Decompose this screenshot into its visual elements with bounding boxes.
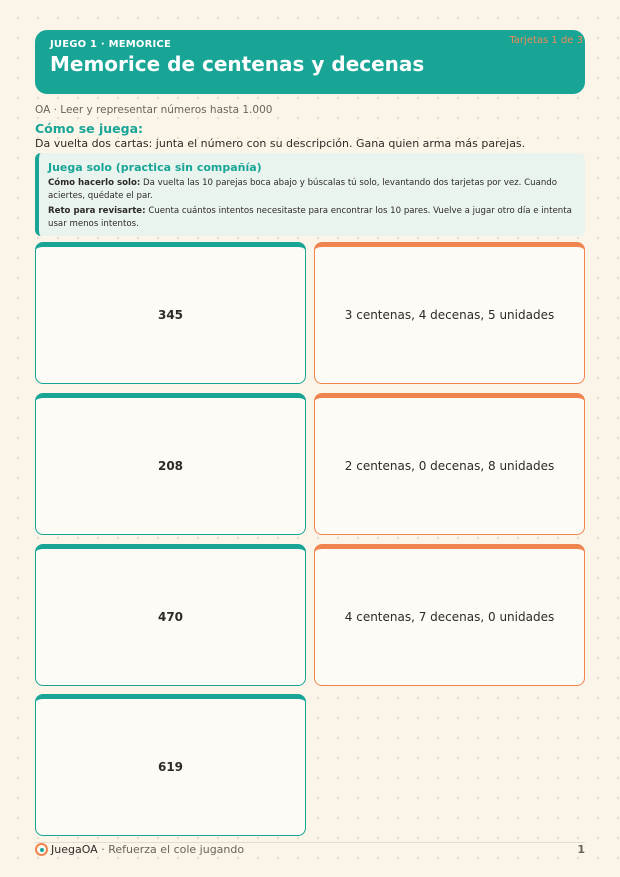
solo-heading: Juega solo (practica sin compañía) bbox=[48, 161, 262, 174]
how-to-play-heading: Cómo se juega: bbox=[35, 121, 144, 136]
footer-brand bbox=[51, 843, 244, 856]
learning-objective: OA · Leer y representar números hasta 1.000 bbox=[35, 104, 273, 116]
description-card-text: 4 centenas, 7 decenas, 0 unidades bbox=[344, 610, 555, 624]
game-kicker: JUEGO 1 · MEMORICE bbox=[50, 39, 172, 50]
brand-tagline: · Refuerza el cole jugando bbox=[97, 843, 245, 856]
number-card-345[interactable] bbox=[35, 242, 306, 384]
solo-challenge-paragraph bbox=[48, 205, 575, 230]
number-card-value: 208 bbox=[157, 459, 184, 473]
description-card-345[interactable] bbox=[314, 242, 585, 384]
how-to-play-text: Da vuelta dos cartas: junta el número con su descripción. Gana quien arma más parejas. bbox=[35, 137, 526, 150]
solo-challenge-label: Reto para revisarte: bbox=[48, 206, 146, 216]
solo-challenge-text: Cuenta cuántos intentos necesitaste para encontrar los 10 pares. Vuelve a jugar otro día e intenta usar menos intentos. bbox=[48, 206, 572, 229]
number-card-value: 345 bbox=[157, 308, 184, 322]
number-card-208[interactable] bbox=[35, 393, 306, 535]
number-card-619[interactable] bbox=[35, 694, 306, 836]
solo-how-text: Da vuelta las 10 parejas boca abajo y búscalas tú solo, levantando dos tarjetas por vez. Cuando aciertes, quédate el par. bbox=[48, 178, 558, 201]
solo-how-paragraph bbox=[48, 177, 575, 202]
number-card-value: 619 bbox=[157, 760, 184, 774]
description-card-470[interactable] bbox=[314, 544, 585, 686]
description-card-208[interactable] bbox=[314, 393, 585, 535]
number-card-470[interactable] bbox=[35, 544, 306, 686]
description-card-text: 3 centenas, 4 decenas, 5 unidades bbox=[344, 308, 555, 322]
brand-name: JuegaOA bbox=[51, 843, 98, 856]
page-title: Memorice de centenas y decenas bbox=[50, 52, 425, 76]
solo-play-box bbox=[35, 153, 585, 236]
number-card-value: 470 bbox=[157, 610, 184, 624]
brand-circle-icon bbox=[35, 843, 48, 856]
card-set-label: Tarjetas 1 de 3 bbox=[509, 35, 583, 46]
page-header bbox=[35, 30, 585, 94]
page-number: 1 bbox=[577, 843, 585, 856]
description-card-text: 2 centenas, 0 decenas, 8 unidades bbox=[344, 459, 555, 473]
solo-how-label: Cómo hacerlo solo: bbox=[48, 178, 141, 188]
